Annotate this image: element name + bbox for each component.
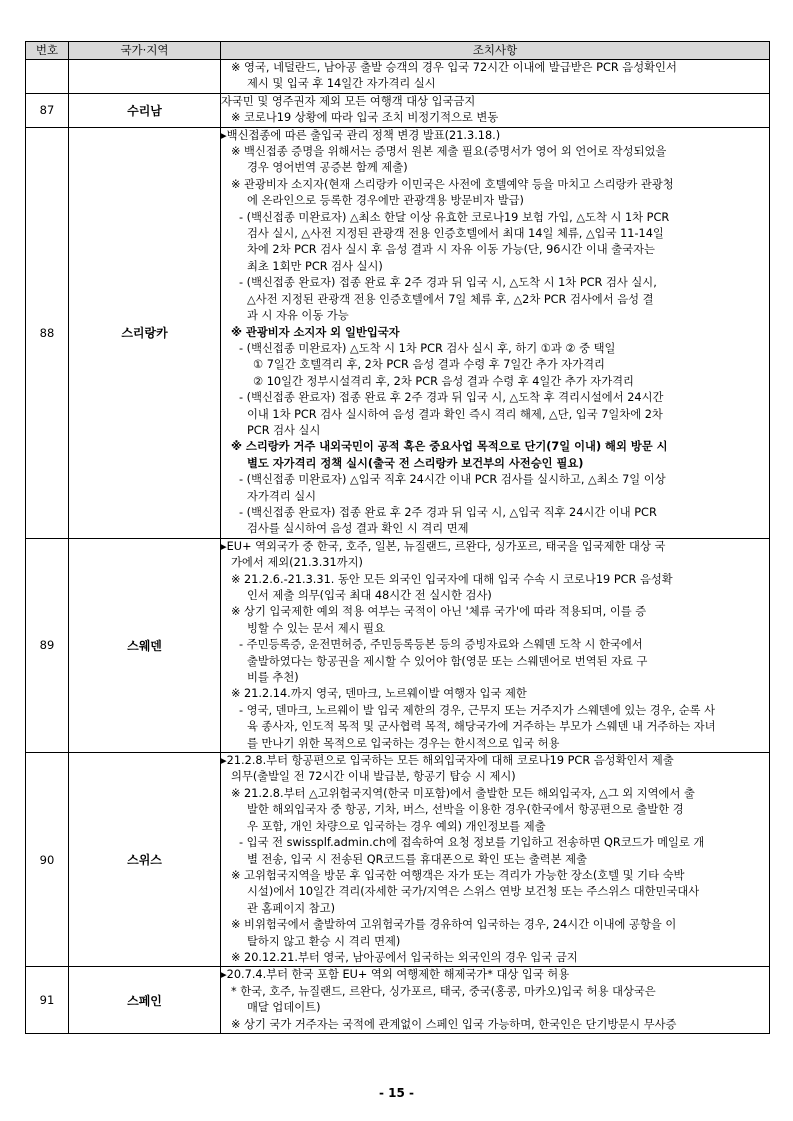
row-number: 87 xyxy=(26,93,69,127)
measure-line: 를 만나기 위한 목적으로 입국하는 경우는 한시적으로 입국 허용 xyxy=(247,736,560,750)
header-country: 국가·지역 xyxy=(69,42,221,60)
measure-line: 별 전송, 입국 시 전송된 QR코드를 휴대폰으로 확인 또는 출력본 제출 xyxy=(247,852,587,866)
measure-line: 검사 실시, △사전 지정된 관광객 전용 인증호텔에서 최대 14일 체류, △입국 11-14일 xyxy=(247,227,664,241)
measure-line: 에 온라인으로 등록한 경우에만 관광객용 방문비자 발급) xyxy=(247,194,524,208)
measures-table xyxy=(25,41,770,1034)
measures-cell xyxy=(221,538,770,752)
measure-line: 매달 업데이트) xyxy=(247,1001,321,1015)
table-row xyxy=(26,538,770,752)
table-row xyxy=(26,967,770,1034)
measure-line: ※ 21.2.8.부터 △고위험국지역(한국 미포함)에서 출발한 모든 해외입국자, △그 외 지역에서 출 xyxy=(231,786,695,800)
measure-line: ※ 관광비자 소지자 외 일반입국자 xyxy=(231,325,400,339)
measures-cell xyxy=(221,127,770,538)
measure-line: 발한 해외입국자 중 항공, 기차, 버스, 선박을 이용한 경우(한국에서 항공편으로 출발한 경 xyxy=(247,803,684,817)
measure-line: - 입국 전 swissplf.admin.ch에 접속하여 요청 정보를 기입하고 전송하면 QR코드가 메일로 개 xyxy=(239,836,705,850)
measures-cell xyxy=(221,967,770,1034)
row-number: 91 xyxy=(26,967,69,1034)
measure-line: 이내 1차 PCR 검사 실시하여 음성 결과 확인 즉시 격리 해제, △단, 입국 7일차에 2차 xyxy=(247,407,663,421)
measure-line: - 영국, 덴마크, 노르웨이 발 입국 제한의 경우, 근무지 또는 거주지가 스웨덴에 있는 경우, 순록 사 xyxy=(239,703,716,717)
country-name: 스페인 xyxy=(69,967,221,1034)
measure-line: 육 종사자, 인도적 목적 및 군사협력 목적, 해당국가에 거주하는 부모가 스웨덴 내 거주하는 자녀 xyxy=(247,720,716,734)
measures-cell xyxy=(221,93,770,127)
measure-line: ▸EU+ 역외국가 중 한국, 호주, 일본, 뉴질랜드, 르완다, 싱가포르, 태국을 입국제한 대상 국 xyxy=(221,539,666,553)
header-measures: 조치사항 xyxy=(221,42,770,60)
measure-line: - (백신접종 완료자) 접종 완료 후 2주 경과 뒤 입국 시, △입국 직후 24시간 이내 PCR xyxy=(239,505,657,519)
measure-line: ※ 코로나19 상황에 따라 입국 조치 비정기적으로 변동 xyxy=(231,111,499,125)
measure-line: ※ 스리랑카 거주 내외국민이 공적 혹은 중요사업 목적으로 단기(7일 이내) 해외 방문 시 xyxy=(231,440,668,454)
measure-line: 인서 제출 의무(입국 최대 48시간 전 실시한 검사) xyxy=(247,589,492,602)
measure-line: ※ 상기 입국제한 예외 적용 여부는 국적이 아닌 '체류 국가'에 따라 적용되며, 이를 증 xyxy=(231,605,647,619)
measure-line: 가에서 제외(21.3.31까지) xyxy=(231,556,363,570)
measure-line: ▸21.2.8.부터 항공편으로 입국하는 모든 해외입국자에 대해 코로나19 PCR 음성확인서 제출 xyxy=(221,754,674,768)
measure-line: ※ 상기 국가 거주자는 국적에 관계없이 스페인 입국 가능하며, 한국인은 단기방문시 무사증 xyxy=(231,1017,677,1031)
table-row xyxy=(26,127,770,538)
measure-line: - (백신접종 미완료자) △도착 시 1차 PCR 검사 실시 후, 하기 ①과 ② 중 택일 xyxy=(239,341,616,355)
measures-cell xyxy=(221,753,770,967)
country-name: 수리남 xyxy=(69,93,221,127)
measure-line: - (백신접종 완료자) 접종 완료 후 2주 경과 뒤 입국 시, △도착 후 격리시설에서 24시간 xyxy=(239,391,664,405)
measure-line: 자가격리 실시 xyxy=(247,489,317,503)
measure-line: △사전 지정된 관광객 전용 인증호텔에서 7일 체류 후, △2차 PCR 검사에서 음성 결 xyxy=(247,292,654,306)
measure-line: ※ 관광비자 소지자(현재 스리랑카 이민국은 사전에 호텔예약 등을 마치고 스리랑카 관광청 xyxy=(231,177,674,191)
measure-line: ① 7일간 호텔격리 후, 2차 PCR 음성 결과 수령 후 7일간 추가 자가격리 xyxy=(253,358,605,372)
measures-cell xyxy=(221,60,770,94)
country-name: 스리랑카 xyxy=(69,127,221,538)
measure-line: 최초 1회만 PCR 검사 실시) xyxy=(247,259,383,273)
row-number xyxy=(26,60,69,94)
row-number: 89 xyxy=(26,538,69,752)
country-name: 스위스 xyxy=(69,753,221,967)
measure-line: 빙할 수 있는 문서 제시 필요 xyxy=(247,621,385,635)
measure-line: ※ 비위험국에서 출발하여 고위험국가를 경유하여 입국하는 경우, 24시간 이내에 공항을 이 xyxy=(231,918,677,932)
measure-line: 의무(출발일 전 72시간 이내 발급분, 항공기 탑승 시 제시) xyxy=(231,770,516,784)
row-number: 90 xyxy=(26,753,69,967)
header-num: 번호 xyxy=(26,42,69,60)
measure-line: ※ 고위험국지역을 방문 후 입국한 여행객은 자가 또는 격리가 가능한 장소(호텔 및 기타 숙박 xyxy=(231,868,685,882)
table-body xyxy=(26,60,770,1034)
measure-line: 관 홈페이지 참고) xyxy=(247,901,335,915)
page-number: - 15 - xyxy=(378,1086,414,1100)
country-name: 스웨덴 xyxy=(69,538,221,752)
measure-line: 제시 및 입국 후 14일간 자가격리 실시 xyxy=(247,77,436,91)
table-row xyxy=(26,93,770,127)
measure-line: PCR 검사 실시 xyxy=(247,423,321,437)
measure-line: 출발하였다는 항공권을 제시할 수 있어야 함(영문 또는 스웨덴어로 번역된 자료 구 xyxy=(247,654,648,668)
measure-line: - 주민등록증, 운전면허증, 주민등록등본 등의 증빙자료와 스웨덴 도착 시 한국에서 xyxy=(239,638,643,652)
measure-line: ※ 21.2.14.까지 영국, 덴마크, 노르웨이발 여행자 입국 제한 xyxy=(231,687,527,701)
measure-line: - (백신접종 미완료자) △입국 직후 24시간 이내 PCR 검사를 실시하고, △최소 7일 이상 xyxy=(239,473,666,487)
measure-line: 경우 영어번역 공증본 함께 제출) xyxy=(247,161,408,175)
table-row xyxy=(26,60,770,94)
measure-line: ※ 21.2.6.-21.3.31. 동안 모든 외국인 입국자에 대해 입국 수속 시 코로나19 PCR 음성확 xyxy=(231,572,673,586)
measure-line: ▸백신접종에 따른 출입국 관리 정책 변경 발표(21.3.18.) xyxy=(221,128,501,142)
measure-line: 별도 자가격리 정책 실시(출국 전 스리랑카 보건부의 사전승인 필요) xyxy=(247,456,584,470)
measure-line: ② 10일간 정부시설격리 후, 2차 PCR 음성 결과 수령 후 4일간 추가 자가격리 xyxy=(253,374,634,388)
measure-line: 자국민 및 영주권자 제외 모든 여행객 대상 입국금지 xyxy=(221,94,476,108)
measure-line: ※ 백신접종 증명을 위해서는 증명서 원본 제출 필요(증명서가 영어 외 언어로 작성되었을 xyxy=(231,145,667,159)
measure-line: 검사를 실시하여 음성 결과 확인 시 격리 면제 xyxy=(247,522,469,536)
country-name xyxy=(69,60,221,94)
table-row xyxy=(26,753,770,967)
measure-line: 탈하지 않고 환승 시 격리 면제) xyxy=(247,934,401,948)
measure-line: ※ 20.12.21.부터 영국, 남아공에서 입국하는 외국인의 경우 입국 금지 xyxy=(231,950,578,964)
measure-line: 비를 추천) xyxy=(247,671,299,685)
measure-line: 우 포함, 개인 차량으로 입국하는 경우 예외) 개인정보를 제출 xyxy=(247,819,546,833)
measure-line: - (백신접종 미완료자) △최소 한달 이상 유효한 코로나19 보험 가입, △도착 시 1차 PCR xyxy=(239,210,670,224)
table-header-row xyxy=(26,42,770,60)
measure-line: ※ 영국, 네덜란드, 남아공 출발 승객의 경우 입국 72시간 이내에 발급받은 PCR 음성확인서 xyxy=(231,61,677,74)
measure-line: * 한국, 호주, 뉴질랜드, 르완다, 싱가포르, 태국, 중국(홍콩, 마카오)입국 허용 대상국은 xyxy=(231,984,656,998)
row-number: 88 xyxy=(26,127,69,538)
measure-line: 차에 2차 PCR 검사 실시 후 음성 결과 시 자유 이동 가능(단, 96시간 이내 출국자는 xyxy=(247,243,655,257)
measure-line: - (백신접종 완료자) 접종 완료 후 2주 경과 뒤 입국 시, △도착 시 1차 PCR 검사 실시, xyxy=(239,276,657,290)
measure-line: 과 시 자유 이동 가능 xyxy=(247,309,349,323)
measure-line: 시설)에서 10일간 격리(자세한 국가/지역은 스위스 연방 보건청 또는 주스위스 대한민국대사 xyxy=(247,885,700,899)
measure-line: ▸20.7.4.부터 한국 포함 EU+ 역외 여행제한 해제국가* 대상 입국 허용 xyxy=(221,968,570,982)
